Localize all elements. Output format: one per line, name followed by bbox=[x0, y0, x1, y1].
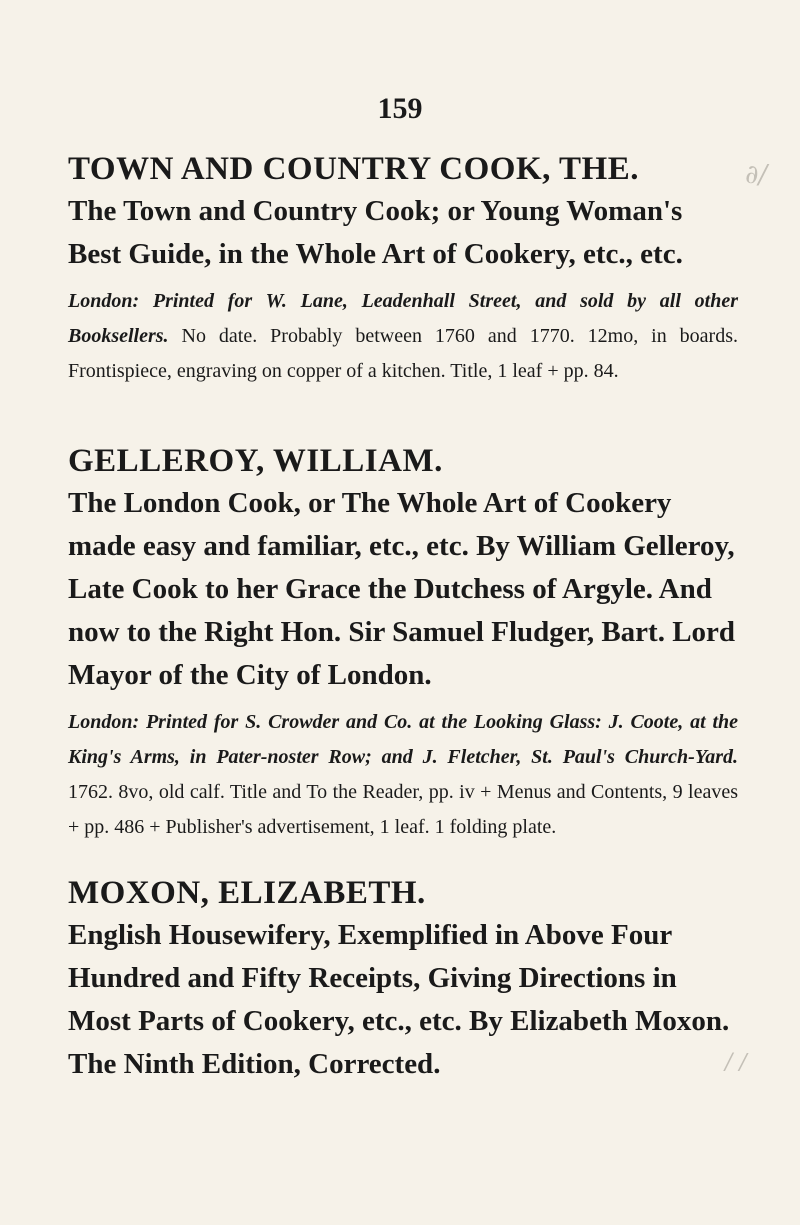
entry-heading: TOWN AND COUNTRY COOK, THE. bbox=[68, 151, 639, 187]
entry-title: English Housewifery, Exemplified in Above Four Hundred and Fifty Receipts, Giving Directions in Most Parts of Cookery, etc., etc. By Elizabeth Moxon. The Ninth Edition, Corrected. bbox=[68, 919, 730, 1080]
imprint-details: No date. Probably between 1760 and 1770. 12mo, in boards. Frontispiece, engraving on copper of a kitchen. Title, 1 leaf + pp. 84. bbox=[68, 325, 738, 382]
entry-imprint bbox=[68, 284, 738, 389]
margin-pencil-mark: / ∕ bbox=[725, 1050, 747, 1075]
entry-moxon-elizabeth bbox=[68, 872, 738, 1086]
entry-town-and-country-cook bbox=[68, 148, 738, 389]
entry-imprint bbox=[68, 705, 738, 845]
entry-heading: MOXON, ELIZABETH. bbox=[68, 875, 426, 911]
page-number: 159 bbox=[377, 92, 423, 125]
entry-gelleroy-william bbox=[68, 440, 738, 845]
imprint-italic: London: Printed for S. Crowder and Co. at the Looking Glass: J. Coote, at the King's Arms, in Pater-noster Row; and J. Fletcher, St. Paul's Church-Yard. bbox=[68, 711, 738, 768]
imprint-italic: London: Printed for W. Lane, Leadenhall Street, and sold by all other Booksellers. bbox=[68, 290, 738, 347]
entry-heading: GELLEROY, WILLIAM. bbox=[68, 443, 443, 479]
margin-pencil-mark: ∂/ bbox=[745, 160, 768, 190]
entry-title: The Town and Country Cook; or Young Woman's Best Guide, in the Whole Art of Cookery, etc., etc. bbox=[68, 195, 683, 270]
entry-title: The London Cook, or The Whole Art of Cookery made easy and familiar, etc., etc. By William Gelleroy, Late Cook to her Grace the Dutchess of Argyle. And now to the Right Hon. Sir Samuel Fludger, Bart. Lord Mayor of the City of London. bbox=[68, 487, 736, 691]
imprint-details: 1762. 8vo, old calf. Title and To the Reader, pp. iv + Menus and Contents, 9 leaves + pp. 486 + Publisher's advertisement, 1 leaf. 1 folding plate. bbox=[68, 781, 738, 838]
